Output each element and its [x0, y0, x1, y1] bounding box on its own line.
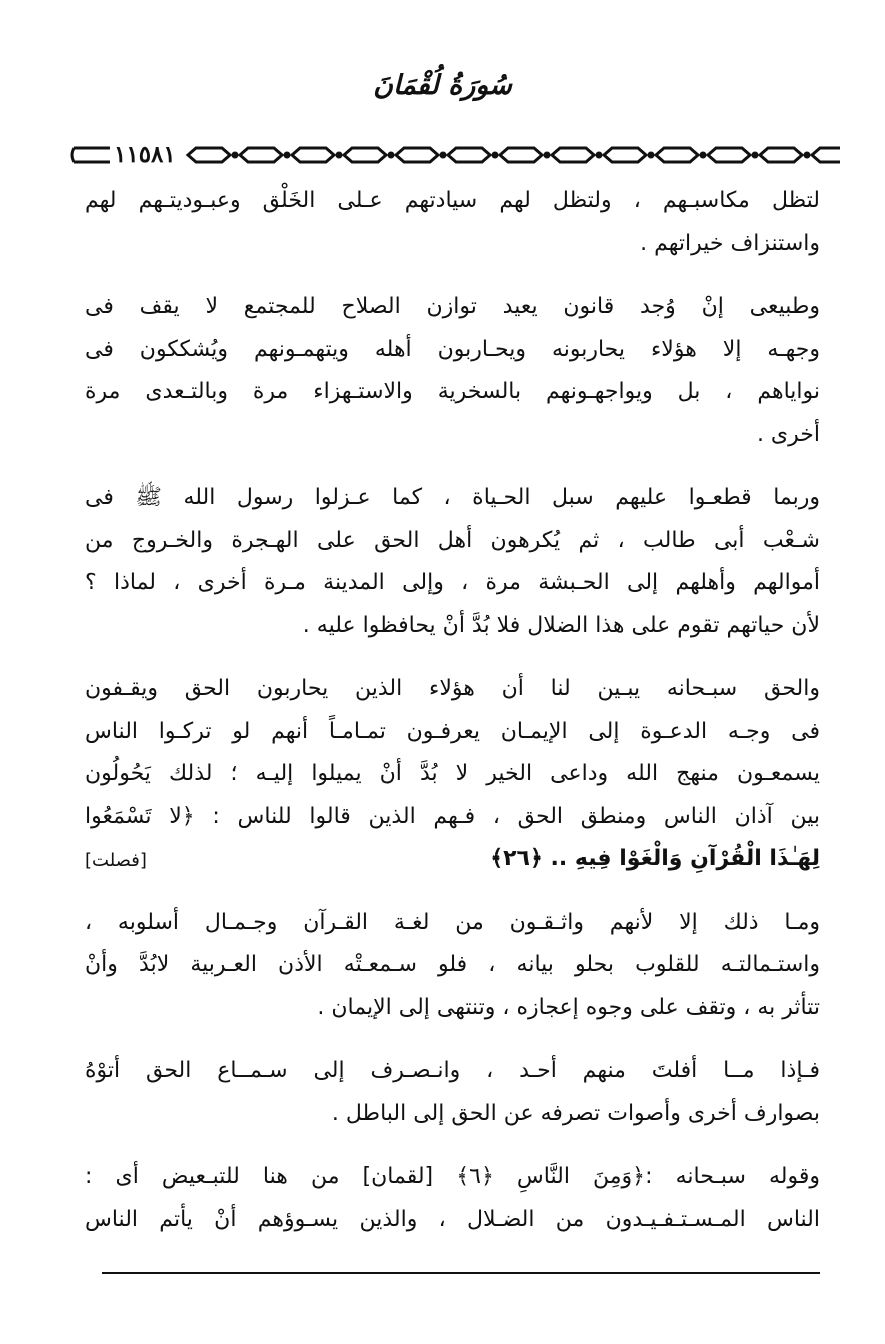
text-line: فى وجـه الدعـوة إلى الإيمـان يعرفـون تمـامـاً أنهم لو تركـوا الناس [85, 718, 820, 744]
paragraph-4 [85, 668, 820, 881]
chain-link [604, 148, 646, 162]
chain-link [396, 148, 438, 162]
chain-dot [232, 152, 239, 159]
chain-link [812, 148, 840, 162]
text-line: وجهـه إلا هؤلاء يحاربونه ويحـاربون أهله ويتهمـونهم ويُشككون فى [85, 336, 820, 362]
chain-dot [544, 152, 551, 159]
chain-dot [804, 152, 811, 159]
main-text [85, 180, 820, 1262]
text-line: واستـمالتـه للقلوب بحلو بيانه ، فلو سـمعـتْه الأذن العـربية لابُدَّ وأنْ [85, 952, 820, 977]
chain-dot [596, 152, 603, 159]
paragraph-7 [85, 1156, 820, 1241]
page-number: ١١٥٨١ [110, 143, 180, 167]
chain-dot [284, 152, 291, 159]
text-line: بين آذان الناس ومنطق الحق ، فـهم الذين قالوا للناس : ﴿لا تَسْمَعُوا [85, 803, 820, 829]
chain-link [552, 148, 594, 162]
text-line: واستنزاف خيراتهم . [640, 230, 820, 256]
text-line: وطبيعى إنْ وُجد قانون يعيد توازن الصلاح للمجتمع لا يقف فى [85, 294, 820, 319]
text-line: أموالهم وأهلهم إلى الحـبشة مرة ، وإلى المدينة مـرة أخرى ، لماذا ؟ [85, 570, 820, 595]
paragraph-2 [85, 286, 820, 456]
text-line: فـإذا مــا أفلتَ منهم أحـد ، وانـصـرف إلى سـمــاع الحق أتوْهُ [85, 1058, 820, 1083]
chain-link [500, 148, 542, 162]
text-line: يسمعـون منهج الله وداعى الخير لا بُدَّ أنْ يميلوا إليـه ؛ لذلك يَحُولُون [85, 761, 820, 786]
chain-dot [648, 152, 655, 159]
chain-link [760, 148, 802, 162]
text-line: شـعْب أبى طالب ، ثم يُكرهون أهل الحق على الهـجرة والخـروج من [85, 527, 820, 553]
text-line: أخرى . [756, 421, 820, 447]
text-line: لأن حياتهم تقوم على هذا الضلال فلا بُدَّ أنْ يحافظوا عليه . [302, 612, 820, 638]
text-line: لتظل مكاسبـهم ، ولتظل لهم سيادتهم عـلى الخَلْق وعبـوديتـهم لهم [85, 188, 820, 213]
chain-dot [336, 152, 343, 159]
chain-link [240, 148, 282, 162]
paragraph-1 [85, 180, 820, 265]
paragraph-3 [85, 477, 820, 647]
chain-dot [440, 152, 447, 159]
chain-link [344, 148, 386, 162]
footer-rule [102, 1272, 820, 1274]
chain-link [708, 148, 750, 162]
text-line: وربما قطعـوا عليهم سبل الحـياة ، كما عـزلوا رسول الله ﷺ فى [85, 485, 820, 510]
ornamental-header-border [70, 140, 840, 170]
paragraph-6 [85, 1050, 820, 1135]
chain-dot [492, 152, 499, 159]
chain-dot [752, 152, 759, 159]
chain-link [188, 148, 230, 162]
chain-dot [388, 152, 395, 159]
text-line: بصوارف أخرى وأصوات تصرفه عن الحق إلى الباطل . [331, 1100, 820, 1126]
chain-dot [700, 152, 707, 159]
quran-verse-line [85, 838, 820, 881]
surah-title: سُورَةُ لُقْمَانَ [373, 70, 512, 101]
text-line: والحق سبـحانه يبـين لنا أن هؤلاء الذين يحاربون الحق ويقـفون [85, 676, 820, 701]
text-line: وقوله سبـحانه :﴿وَمِنَ النَّاسِ ﴿٦﴾ [لقمان] من هنا للتبـعيض أى : [85, 1164, 820, 1189]
chain-link [448, 148, 490, 162]
text-line: الناس المـسـتـفـيـدون من الضـلال ، والذين يسـوؤهم أنْ يأتم الناس [85, 1206, 820, 1232]
chain-link [656, 148, 698, 162]
quran-verse: لِهَـٰذَا الْقُرْآنِ وَالْغَوْا فِيهِ .. ﴿٢٦﴾ [490, 846, 820, 871]
paragraph-5 [85, 902, 820, 1030]
text-line: ومـا ذلك إلا لأنهم واثـقـون من لغـة القـرآن وجـمـال أسلوبه ، [85, 909, 820, 935]
surah-reference: [فصلت] [85, 850, 147, 871]
text-line: تتأثر به ، وتقف على وجوه إعجازه ، وتنتهى إلى الإيمان . [317, 994, 820, 1020]
chain-link [292, 148, 334, 162]
text-line: نواياهم ، بل ويواجهـونهم بالسخرية والاستـهزاء مرة وبالتـعدى مرة [85, 379, 820, 404]
